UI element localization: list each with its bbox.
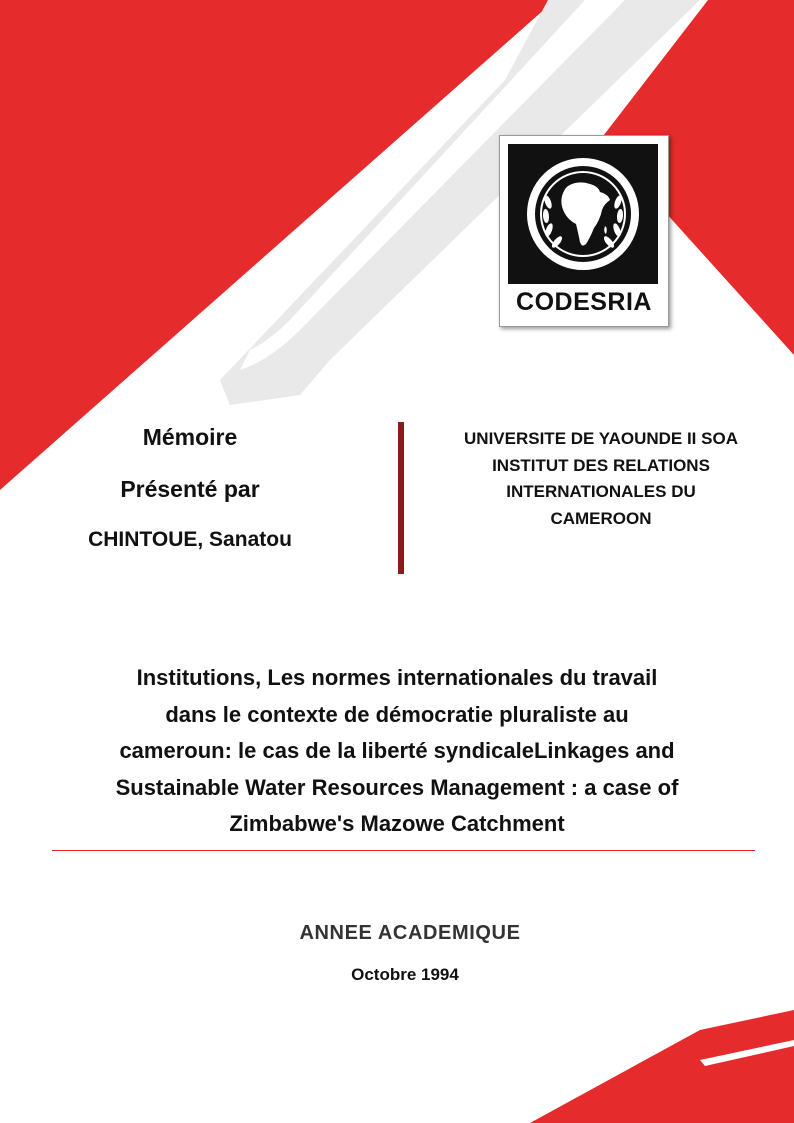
title-line: Zimbabwe's Mazowe Catchment [229,811,565,837]
title-line: Sustainable Water Resources Management : a case of [115,774,679,800]
title-line: Institutions, Les normes internationales du travail [136,665,658,690]
author-name: CHINTOUE, Sanatou [88,528,292,551]
red-triangle-bottom-right [530,1010,794,1123]
title-line: cameroun: le cas de la liberté syndicaleLinkages and [119,738,675,764]
institution-line: INSTITUT DES RELATIONS [492,455,710,475]
vertical-divider [398,422,404,574]
title-line: dans le contexte de démocratie pluraliste au [165,701,629,727]
institution-line: UNIVERSITE DE YAOUNDE II SOA [464,429,738,448]
institution-block [420,426,782,532]
horizontal-rule [52,850,755,851]
africa-laurel-emblem-icon [508,144,658,284]
institution-line: CAMEROON [550,508,652,528]
institution-line: INTERNATIONALES DU [506,482,696,501]
date: Octobre 1994 [351,965,459,984]
red-triangle-top-left [0,0,555,490]
academic-year-label: ANNEE ACADEMIQUE [299,922,521,944]
codesria-logo [499,135,669,327]
presented-by-label: Présenté par [120,476,260,502]
logo-text: CODESRIA [516,288,652,316]
thesis-title [40,660,754,843]
memoire-label: Mémoire [142,424,238,450]
